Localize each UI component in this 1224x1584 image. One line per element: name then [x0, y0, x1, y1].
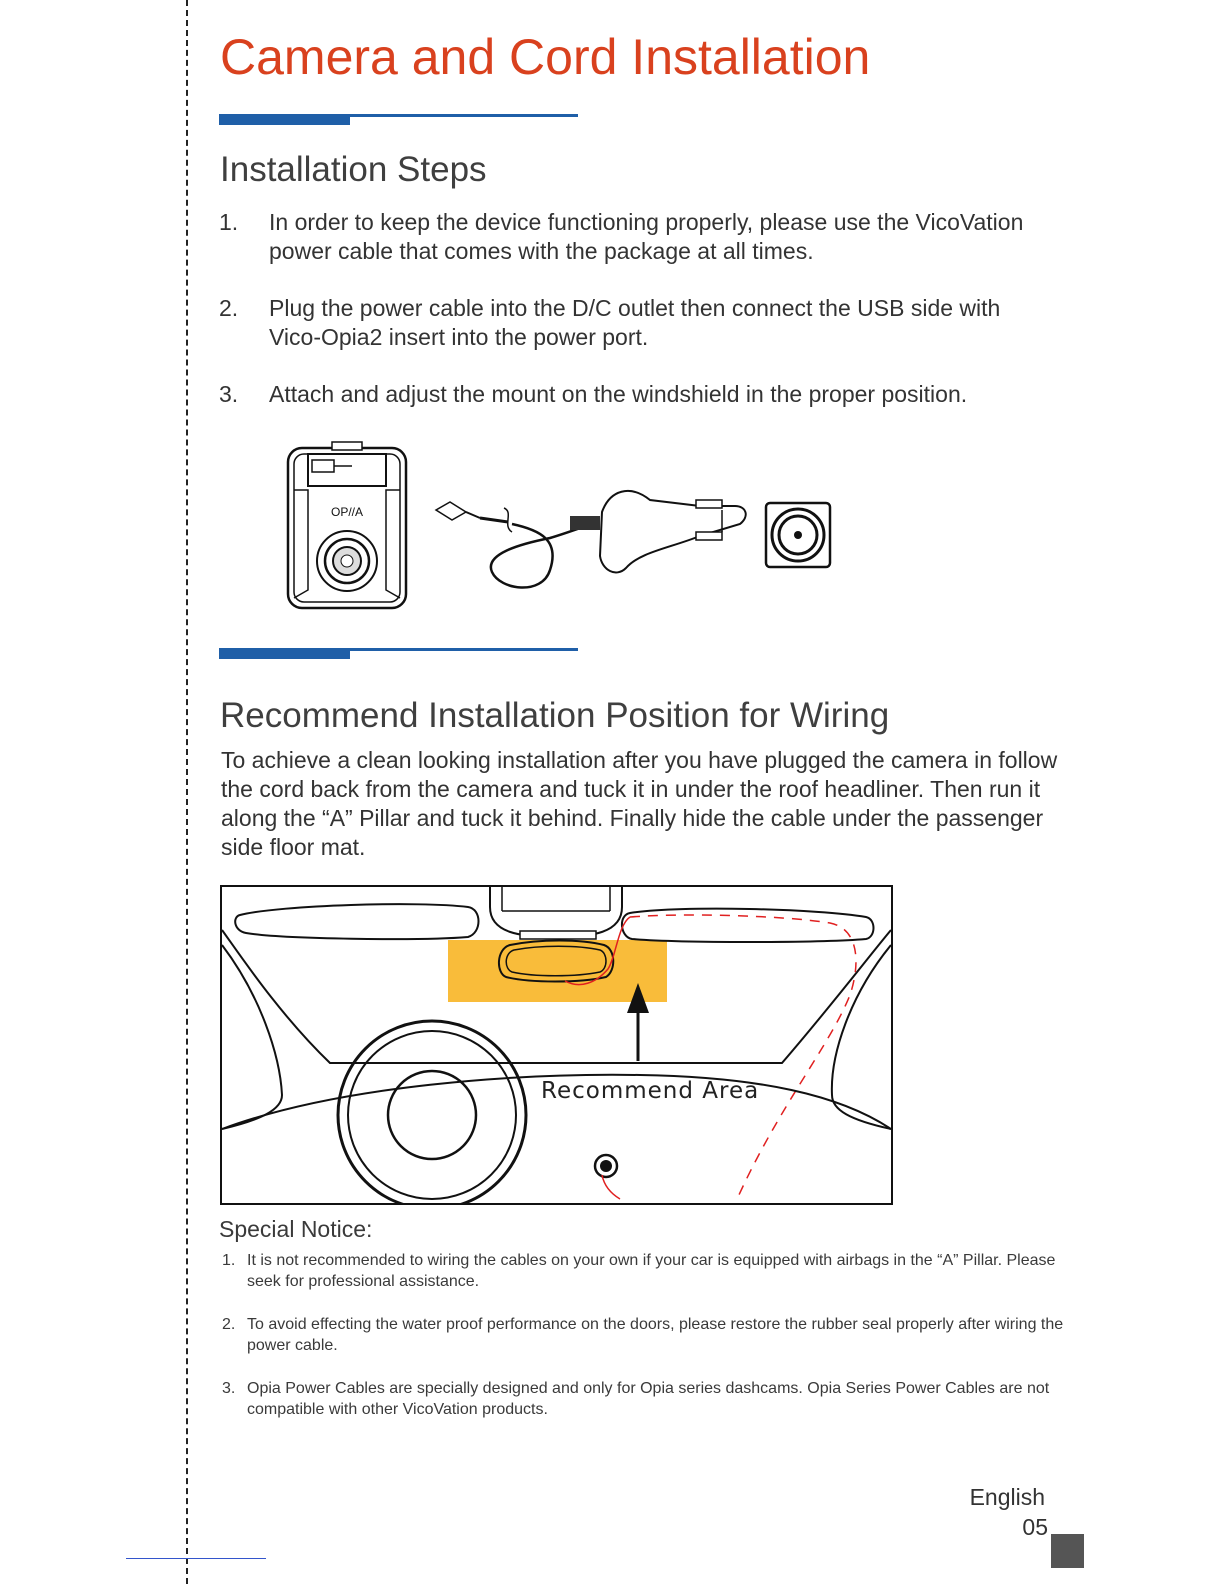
- notice-item: 3. Opia Power Cables are specially designed and only for Opia series dashcams. Opia Series Power Cables are not compatible with other VicoVation products.: [222, 1380, 1050, 1418]
- recommend-area-label: Recommend Area: [541, 1078, 760, 1104]
- recommend-area-highlight: [448, 940, 667, 1002]
- page-title: Camera and Cord Installation: [220, 29, 871, 85]
- page-tab-marker: [1051, 1534, 1084, 1568]
- page-number: 05: [1022, 1514, 1048, 1540]
- power-cable-icon: [436, 502, 600, 588]
- notice-item: 2. To avoid effecting the water proof performance on the doors, please restore the rubber seal properly after wiring the power cable.: [222, 1316, 1064, 1354]
- wiring-diagram: [220, 885, 893, 1205]
- installation-steps-heading: Installation Steps: [220, 150, 487, 189]
- product-illustration: [280, 440, 840, 615]
- footer-underline: [126, 1558, 266, 1559]
- step-item: 2. Plug the power cable into the D/C outlet then connect the USB side with Vico-Opia2 insert into the power port.: [219, 295, 1001, 350]
- special-notice-list: [222, 1250, 1072, 1442]
- dashcam-icon: [288, 442, 406, 608]
- special-notice-heading: Special Notice:: [219, 1216, 373, 1242]
- installation-steps-list: [219, 208, 1039, 437]
- footer-language: English: [969, 1484, 1045, 1510]
- wiring-heading: Recommend Installation Position for Wiring: [220, 696, 890, 735]
- svg-text:OP//A: OP//A: [330, 505, 364, 519]
- car-charger-icon: [600, 491, 746, 573]
- dc-socket-icon: [766, 503, 830, 567]
- wiring-paragraph: To achieve a clean looking installation after you have plugged the camera in follow the cord back from the camera and tuck it in under the roof headliner. Then run it along the “A” Pillar and tuck it behind. Finally hide the cable under the passenger side floor mat.: [221, 747, 1058, 860]
- cut-line: [186, 0, 188, 1584]
- section-rule: [219, 648, 578, 659]
- step-item: 1. In order to keep the device functioning properly, please use the VicoVation power cable that comes with the package at all times.: [219, 209, 1024, 264]
- section-rule: [219, 114, 578, 125]
- step-item: 3. Attach and adjust the mount on the windshield in the proper position.: [219, 381, 968, 407]
- notice-item: 1. It is not recommended to wiring the cables on your own if your car is equipped with airbags in the “A” Pillar. Please seek for professional assistance.: [222, 1252, 1056, 1290]
